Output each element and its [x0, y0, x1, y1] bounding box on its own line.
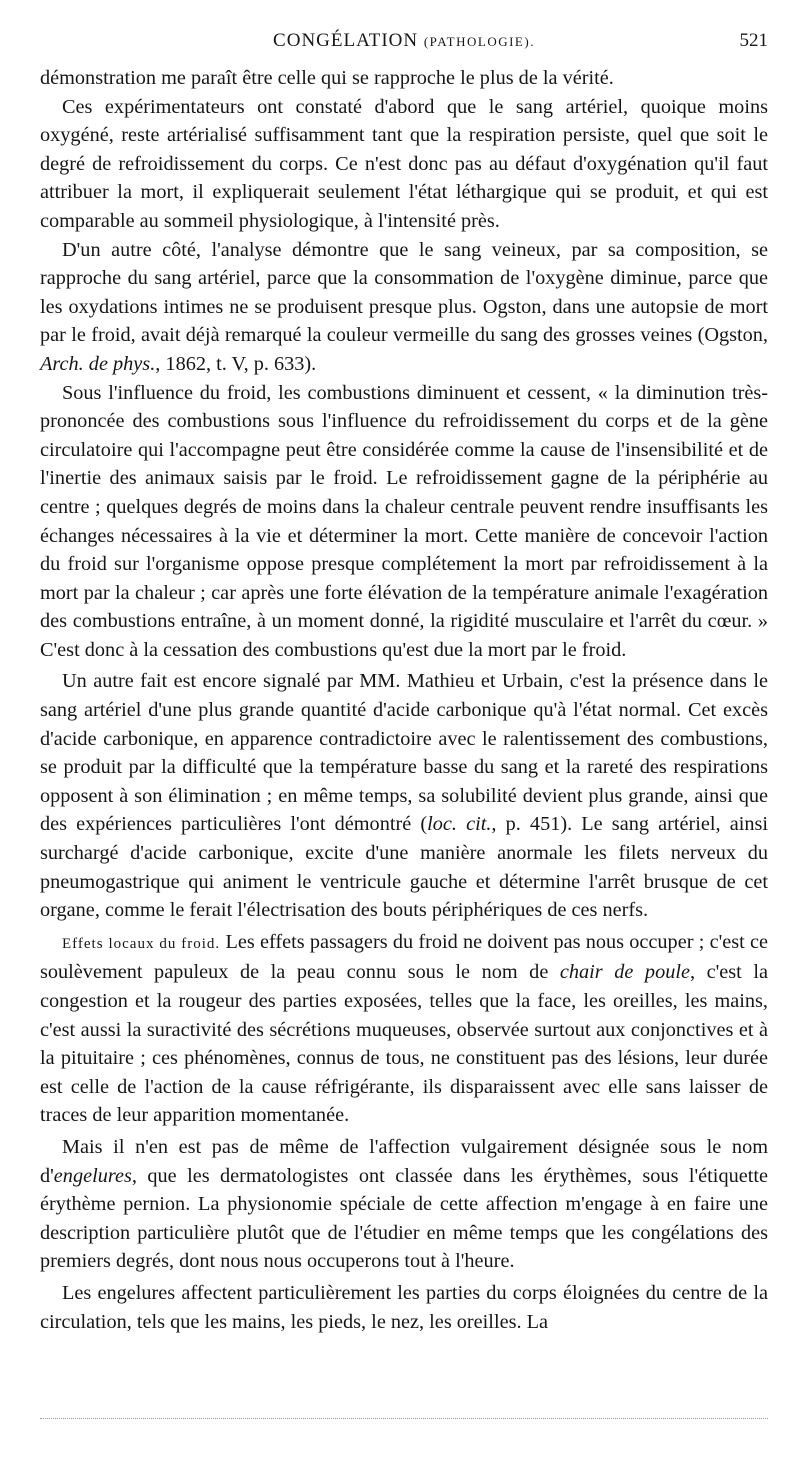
- header-subtitle: (PATHOLOGIE).: [423, 34, 535, 49]
- paragraph-2: Ces expérimentateurs ont constaté d'abord que le sang artériel, quoique moins oxygéné, reste artérialisé suffisamment tant que la respiration persiste, quel que soit le degré de refroidissement du corps. Ce n'est donc pas au défaut d'oxygénation qu'il faut attribuer la mort, il expliquerait seulement l'état léthargique qui se produit, et qui est comparable au sommeil physiologique, à l'intensité près.: [40, 95, 768, 232]
- running-header: [40, 30, 768, 60]
- citation-arch-de-phys: Arch. de phys.: [40, 352, 156, 375]
- header-title: CONGÉLATION: [273, 30, 419, 51]
- paragraph-3: [40, 236, 768, 379]
- paragraph-3-tail: , 1862, t. V, p. 633).: [155, 352, 317, 375]
- term-chair-de-poule: chair de poule: [559, 961, 690, 984]
- paragraph-6-text: Les effets passagers du froid ne doivent pas nous occuper ; c'est ce soulèvement papuleux de la peau connu sous le nom de: [40, 930, 768, 984]
- paragraph-3-text: D'un autre côté, l'analyse démontre que le sang veineux, par sa composition, se rapproche du sang artériel, parce que la consommation de l'oxygène diminue, parce que les oxydations intimes ne se produisent presque plus. Ogston, dans une autopsie de mort par le froid, avait déjà remarqué la couleur vermeille du sang des grosses veines (Ogston,: [40, 238, 768, 347]
- paragraph-7-tail: , que les dermatologistes ont classée dans les érythèmes, sous l'étiquette érythème pernion. La physionomie spéciale de cette affection m'engage à en faire une description particulière plutôt que de l'étudier en même temps que les congélations des premiers degrés, dont nous nous occuperons tout à l'heure.: [40, 1164, 768, 1273]
- term-engelures: engelures: [53, 1164, 132, 1187]
- paragraph-7: [40, 1133, 768, 1276]
- paragraph-6-tail: , c'est la congestion et la rougeur des parties exposées, telles que la face, les oreilles, les mains, c'est aussi la suractivité des sécrétions muqueuses, observée surtout aux conjonctives et à la pituitaire ; ces phénomènes, connus de tous, ne constituent pas des lésions, leur durée est celle de l'action de la cause réfrigérante, ils disparaissent avec elle sans laisser de traces de leur apparition momentanée.: [40, 961, 768, 1127]
- paragraph-7-text: Mais il n'en est pas de même de l'affection vulgairement désignée sous le nom d': [40, 1135, 768, 1187]
- paragraph-4: Sous l'influence du froid, les combustions diminuent et cessent, « la diminution très-prononcée des combustions sous l'influence du refroidissement du corps et de la gène circulatoire qui l'accompagne peut être considérée comme la cause de l'insensibilité et de l'inertie des animaux saisis par le froid. Le refroidissement gagne de la périphérie au centre ; quelques degrés de moins dans la chaleur centrale peuvent rendre insuffisants les échanges nécessaires à la vie et déterminer la mort. Cette manière de concevoir l'action du froid sur l'organisme oppose presque complétement la mort par refroidissement à la mort par la chaleur ; car après une forte élévation de la température animale l'exagération des combustions entraîne, à un moment donné, la rigidité musculaire et l'arrêt du cœur. » C'est donc à la cessation des combustions qu'est due la mort par le froid.: [40, 381, 768, 661]
- citation-loc-cit: loc. cit.: [427, 813, 492, 836]
- page-number: 521: [739, 30, 768, 51]
- paragraph-5: [40, 667, 768, 924]
- paragraph-8: Les engelures affectent particulièrement les parties du corps éloignées du centre de la circulation, tels que les mains, les pieds, le nez, les oreilles. La: [40, 1281, 768, 1333]
- paragraph-5-text: Un autre fait est encore signalé par MM. Mathieu et Urbain, c'est la présence dans le sang artériel d'une plus grande quantité d'acide carbonique qu'à l'état normal. Cet excès d'acide carbonique, en apparence contradictoire avec le ralentissement des combustions, se produit par la difficulté que la température basse du sang et la rareté des respirations opposent à son élimination ; en même temps, sa solubilité devient plus grande, ainsi que des expériences particulières l'ont démontré (: [40, 670, 768, 836]
- running-title: [40, 30, 768, 52]
- body-text: [40, 64, 768, 1336]
- paragraph-1: démonstration me paraît être celle qui se rapproche le plus de la vérité.: [40, 67, 614, 89]
- paragraph-5-tail: , p. 451). Le sang artériel, ainsi surchargé d'acide carbonique, excite d'une manière anormale les filets nerveux du pneumogastrique qui animent le ventricule gauche et détermine l'arrêt brusque de cet organe, comme le ferait l'électrisation des bouts périphériques de ces nerfs.: [40, 813, 769, 922]
- footer-dotted-rule: [40, 1418, 768, 1419]
- paragraph-6: [40, 928, 768, 1130]
- section-heading-effets-locaux: Effets locaux du froid.: [62, 935, 221, 952]
